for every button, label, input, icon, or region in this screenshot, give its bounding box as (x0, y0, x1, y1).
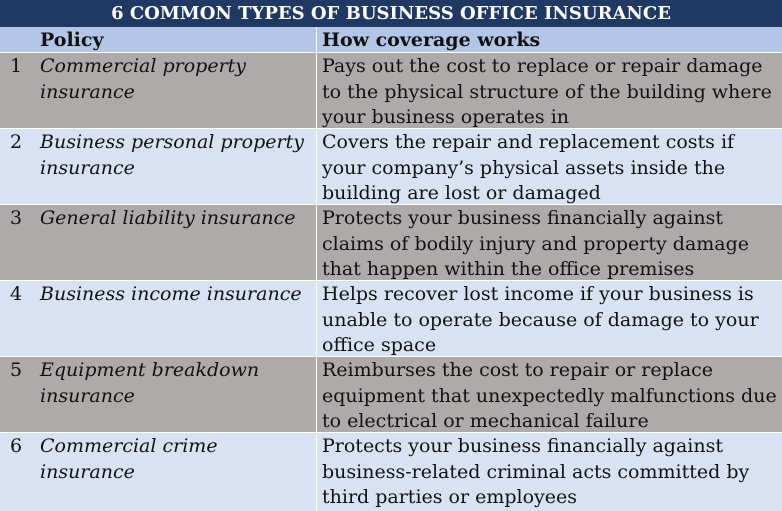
coverage-description: Covers the repair and replacement costs if your company’s physical assets inside the building are lost or damaged (322, 131, 735, 204)
table-row (0, 129, 782, 205)
row-number: 2 (10, 131, 23, 153)
column-divider (316, 27, 317, 511)
policy-name: General liability insurance (40, 207, 296, 229)
row-number: 5 (10, 359, 23, 381)
row-number: 3 (10, 207, 23, 229)
policy-name: Business income insurance (40, 283, 302, 305)
coverage-description: Protects your business financially against business-related criminal acts committed by third parties or employees (322, 435, 750, 508)
coverage-description: Reimburses the cost to repair or replace equipment that unexpectedly malfunctions due to electrical or mechanical failure (322, 359, 777, 432)
policy-name: Commercial crime insurance (40, 435, 218, 483)
row-number: 4 (10, 283, 23, 305)
coverage-description: Helps recover lost income if your business is unable to operate because of damage to your office space (322, 283, 759, 356)
coverage-description: Pays out the cost to replace or repair damage to the physical structure of the building where your business operates in (322, 55, 772, 128)
policy-name: Equipment breakdown insurance (40, 359, 260, 407)
table-row (0, 433, 782, 511)
row-number: 6 (10, 435, 23, 457)
policy-name: Business personal property insurance (40, 131, 304, 179)
row-number: 1 (10, 55, 23, 77)
header-policy: Policy (40, 29, 104, 51)
table-row (0, 357, 782, 433)
coverage-description: Protects your business financially against claims of bodily injury and property damage that happen within the office premises (322, 207, 750, 280)
table-row (0, 53, 782, 129)
table-row (0, 281, 782, 357)
policy-name: Commercial property insurance (40, 55, 247, 103)
table-row (0, 205, 782, 281)
table-title: 6 COMMON TYPES OF BUSINESS OFFICE INSURANCE (0, 0, 782, 27)
table-header-row (0, 27, 782, 53)
header-coverage: How coverage works (322, 29, 541, 51)
